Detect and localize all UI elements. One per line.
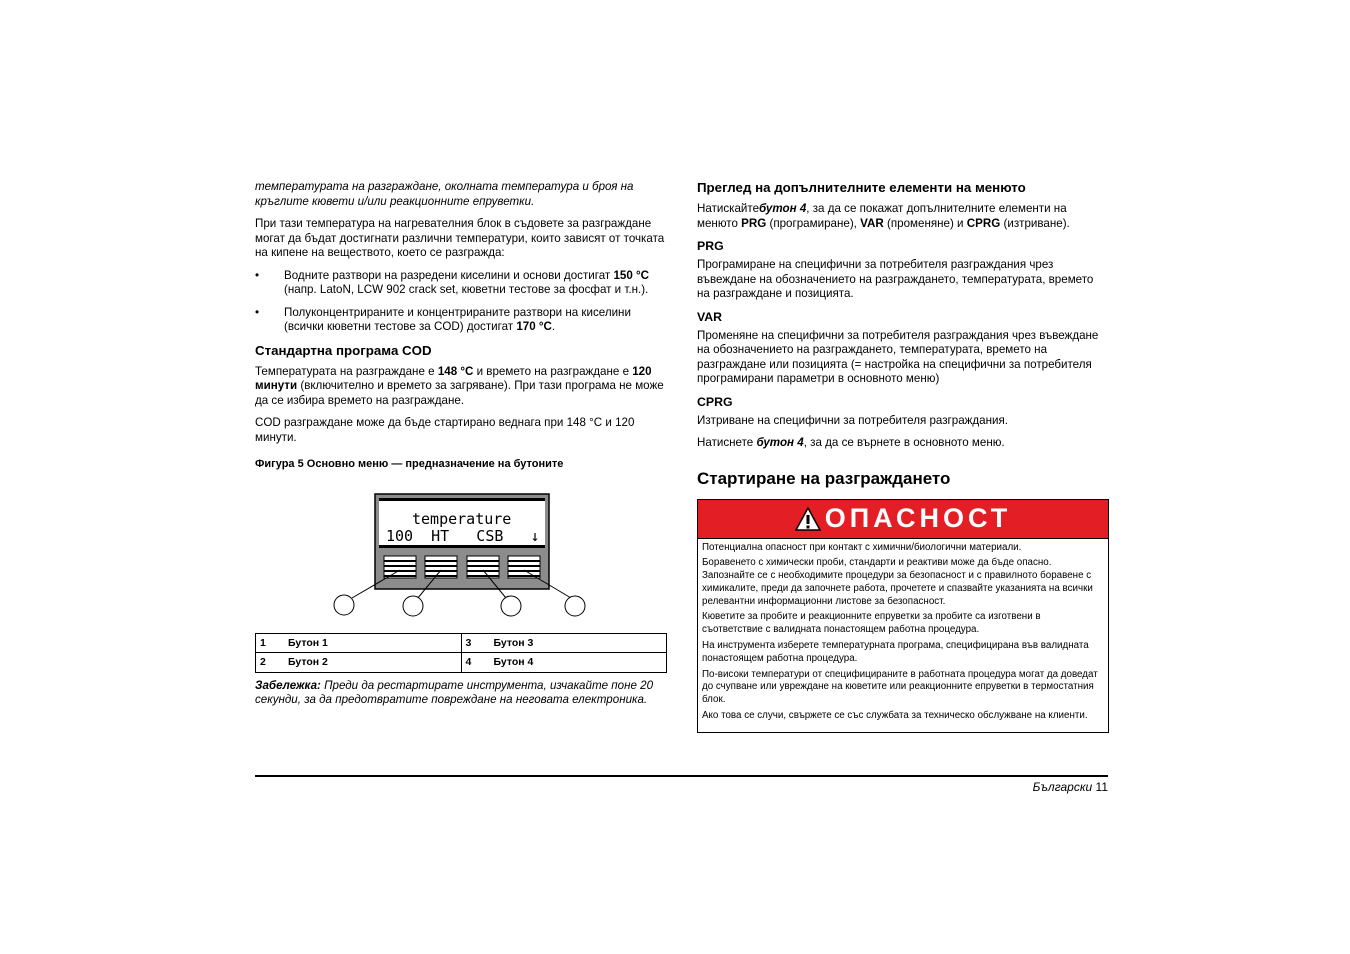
- callout-circle-3: [501, 596, 521, 616]
- danger-body: [698, 539, 1108, 732]
- heading-cprg: CPRG: [697, 394, 733, 409]
- heading-menu-overview: Преглед на допълнителните елементи на менюто: [697, 180, 1026, 195]
- bullet-marker: •: [255, 305, 260, 319]
- bullet-marker: •: [255, 268, 260, 282]
- danger-line: На инструмента изберете температурната програма, специфицирана във валидната понастоящем работна процедура.: [702, 640, 1089, 664]
- paragraph-cprg: Изтриване на специфични за потребителя разграждания.: [697, 413, 1009, 427]
- note-label: Забележка:: [255, 678, 321, 692]
- list-item: • Полуконцентрираните и концентрираните разтвори на киселини (всички кюветни тестове за COD) достигат 170 °C.: [255, 305, 631, 333]
- danger-box: [697, 499, 1109, 733]
- footer-rule: [255, 775, 1108, 777]
- callout-circle-1: [334, 595, 354, 615]
- heading-prg: PRG: [697, 239, 724, 253]
- paragraph-return: Натиснете бутон 4, за да се върнете в основното меню.: [697, 436, 1005, 449]
- paragraph-var: Променяне на специфични за потребителя разграждания чрез въвеждане на обозначението на разграждането, температурата, времето на разграждане или позицията (= настройка на специфични за потребителя програмирани параметри в основното меню): [697, 328, 1099, 385]
- paragraph-temperatures: При тази температура на нагревателния блок в съдовете за разграждане могат да бъдат достигнати различни температури, които зависят от точката на кипене на веществото, което се разгражда:: [255, 217, 665, 259]
- figure-main-menu: [255, 478, 667, 633]
- paragraph-cod-start: COD разграждане може да бъде стартирано веднага при 148 °C и 120 минути.: [255, 416, 635, 444]
- danger-word: ОПАСНОСТ: [824, 503, 1012, 534]
- device-display-illustration: [255, 478, 667, 633]
- danger-line: Ако това се случи, свържете се със службата за техническо обслужване на клиенти.: [702, 710, 1088, 722]
- footer-language: Български: [1032, 780, 1093, 794]
- heading-standard-program: Стандартна програма COD: [255, 342, 432, 358]
- left-column: [255, 180, 667, 716]
- danger-line: По-високи температури от специфицираните в работната процедура могат да доведат до счупване или увреждане на кюветите или реакционните епруветки в термостатния блок.: [702, 668, 1098, 706]
- button-legend-table: [255, 633, 667, 673]
- figure-caption: Фигура 5 Основно меню — предназначение на бутоните: [255, 458, 564, 470]
- danger-line: Кюветите за пробите и реакционните епруветки за пробите са изготвени в съответствие с валидната понастоящем работна процедура.: [702, 611, 1041, 636]
- paragraph-overview: Натискайтебутон 4, за да се покажат допълнителните елементи на менюто PRG (програмиране), VAR (променяне) и CPRG (изтриване).: [697, 202, 1070, 230]
- paragraph-standard-program: Температурата на разграждане е 148 °C и времето на разграждане е 120 минути (включително и времето за загряване). При тази програма не може да се избира времето на разграждане.: [255, 364, 664, 407]
- softkey-2[interactable]: [425, 556, 457, 578]
- page-number: 11: [1095, 780, 1108, 794]
- softkey-4[interactable]: [508, 556, 540, 578]
- list-item: • Водните разтвори на разредени киселини и основи достигат 150 °C (напр. LatoN, LCW 902 crack set, кюветни тестове за фосфат и т.н.).: [255, 268, 650, 296]
- danger-line: Потенциална опасност при контакт с химични/биологични материали.: [702, 541, 1022, 553]
- note-paragraph: Забележка: Преди да рестартирате инструмента, изчакайте поне 20 секунди, за да предотвратите повреждане на неговата електроника.: [255, 678, 654, 706]
- heading-start-digestion: Стартиране на разграждането: [697, 468, 951, 488]
- right-column: [697, 180, 1109, 733]
- softkey-1[interactable]: [384, 556, 416, 578]
- bullet-list: [255, 269, 667, 335]
- page-footer: [900, 780, 1108, 794]
- table-row: 1 Бутон 1 3 Бутон 3: [256, 633, 667, 653]
- callout-circle-4: [565, 596, 585, 616]
- paragraph-prg: Програмиране на специфични за потребителя разграждания чрез въвеждане на обозначението на разграждането, температурата, времето на разграждане и позицията.: [697, 258, 1094, 300]
- danger-header: [698, 500, 1108, 539]
- heading-var: VAR: [697, 309, 723, 324]
- softkey-3[interactable]: [467, 556, 499, 578]
- danger-line: Боравенето с химически проби, стандарти и реактиви може да бъде опасно. Запознайте се с необходимите процедури за безопасност и с правилното боравене с химикалите, преди да започнете работа, прочетете и спазвайте указанията на всички релевантни информационни листове за безопасност.: [702, 557, 1093, 607]
- display-line-1: temperature: [412, 509, 512, 528]
- callout-circle-2: [403, 596, 423, 616]
- display-line-2: 100 HT CSB ↓: [386, 526, 540, 545]
- intro-text: температурата на разграждане, околната температура и броя на кръглите кювети и/или реакционните епруветки.: [255, 180, 634, 208]
- warning-triangle-icon: [795, 507, 821, 531]
- table-row: 2 Бутон 2 4 Бутон 4: [256, 653, 667, 673]
